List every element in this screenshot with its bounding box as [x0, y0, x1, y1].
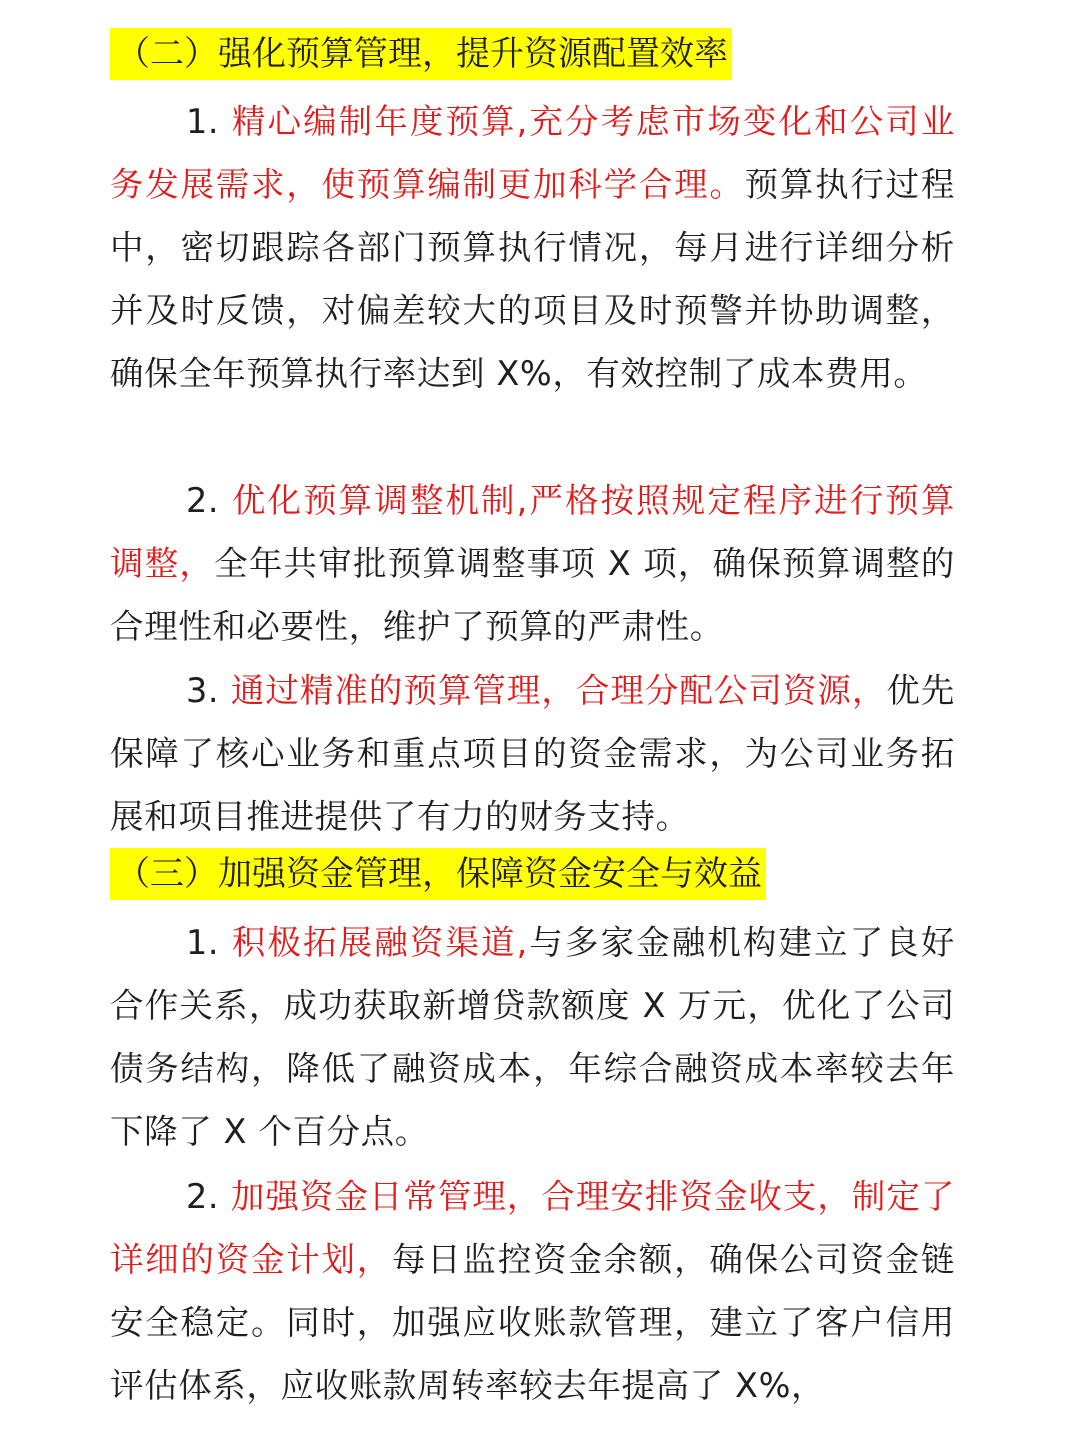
item-number: 1.	[186, 923, 232, 962]
highlight-text: 优化预算调整机制,严格按照规定程序进行预算调整，	[110, 481, 955, 583]
item-number: 3.	[186, 671, 231, 710]
body-text: 全年共审批预算调整事项 X 项，确保预算调整的合理性和必要性，维护了预算的严肃性。	[110, 544, 955, 646]
paragraph-budget-1	[110, 90, 955, 405]
highlight-text: 精心编制年度预算,充分考虑市场变化和公司业务发展需求，使预算编制更加科学合理。	[110, 102, 955, 204]
body-text: 预算执行过程中，密切跟踪各部门预算执行情况，每月进行详细分析并及时反馈，对偏差较大的项目及时预警并协助调整，确保全年预算执行率达到 X%，有效控制了成本费用。	[110, 165, 955, 393]
section-heading-budget: （二）强化预算管理，提升资源配置效率	[110, 28, 732, 80]
highlight-text: 积极拓展融资渠道,	[231, 923, 528, 962]
section-heading-funds: （三）加强资金管理，保障资金安全与效益	[110, 848, 766, 900]
paragraph-funds-2	[110, 1165, 955, 1417]
paragraph-funds-1	[110, 911, 955, 1163]
body-text: 与多家金融机构建立了良好合作关系，成功获取新增贷款额度 X 万元，优化了公司债务结构，降低了融资成本，年综合融资成本率较去年下降了 X 个百分点。	[110, 923, 955, 1151]
paragraph-budget-2	[110, 469, 955, 658]
highlight-text: 通过精准的预算管理，合理分配公司资源，	[230, 671, 887, 710]
item-number: 1.	[186, 102, 232, 141]
paragraph-budget-3	[110, 659, 955, 848]
body-text: 每日监控资金余额，确保公司资金链安全稳定。同时，加强应收账款管理，建立了客户信用评估体系，应收账款周转率较去年提高了 X%，	[110, 1240, 955, 1405]
body-text: 优先保障了核心业务和重点项目的资金需求，为公司业务拓展和项目推进提供了有力的财务支持。	[110, 671, 955, 836]
highlight-text: 加强资金日常管理，合理安排资金收支，制定了详细的资金计划，	[110, 1177, 955, 1279]
item-number: 2.	[186, 1177, 231, 1216]
item-number: 2.	[186, 481, 232, 520]
